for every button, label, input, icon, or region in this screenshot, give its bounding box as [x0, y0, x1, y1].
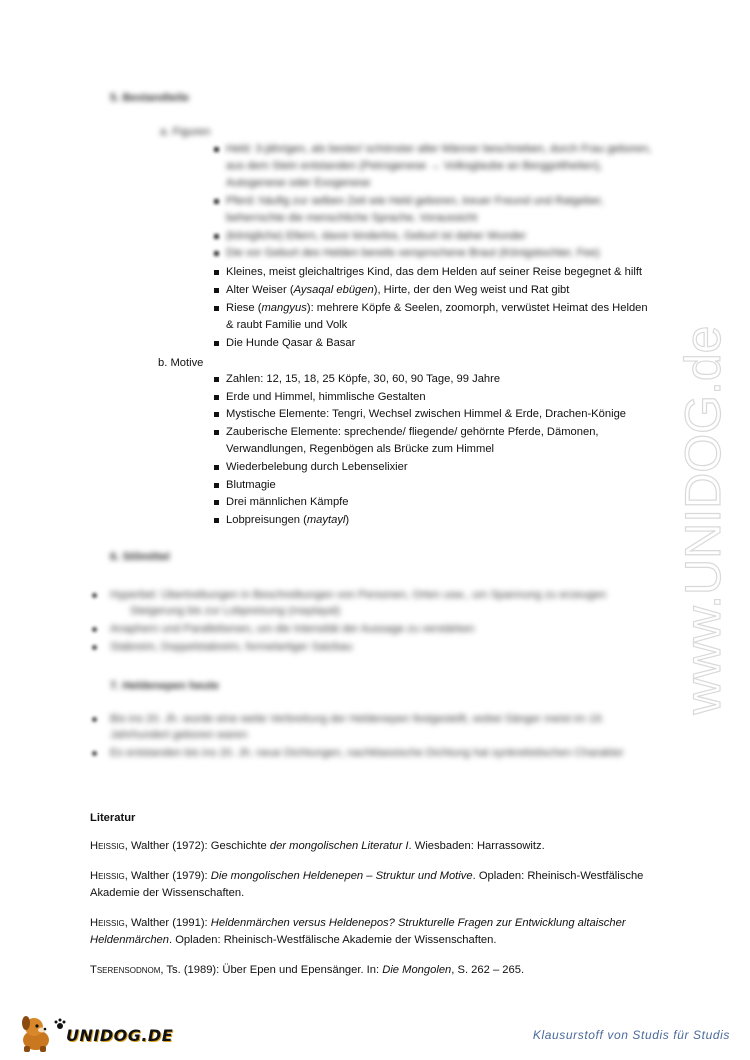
bullet: [214, 341, 219, 346]
today-1b: Jahrhundert geboren waren: [110, 729, 248, 741]
literature-entry-2: Heissig, Walther (1979): Die mongolischen Heldenepen – Struktur und Motive. Opladen: Rheinisch-Westfälische: [90, 870, 644, 882]
figure-giant: Riese (mangyus): mehrere Köpfe & Seelen, zoomorph, verwüstet Heimat des Helden: [226, 302, 648, 314]
motive-blood-magic: Blutmagie: [226, 479, 276, 491]
section-6-heading: 6. Stilmittel: [110, 551, 170, 563]
figure-giant-cont: & raubt Familie und Volk: [226, 319, 348, 331]
dog-icon: [16, 1014, 58, 1054]
blurred-figure-3: (königliche) Eltern, davor kinderlos, Geburt ist daher Wunder: [226, 230, 527, 242]
section-5-heading: 5. Bestandteile: [110, 92, 189, 104]
bullet: [92, 593, 97, 598]
figure-wise-man: Alter Weiser (Aysaqal ebügen), Hirte, der den Weg weist und Rat gibt: [226, 284, 570, 296]
today-2: Es entstanden bis ins 20. Jh. neue Dichtungen, nachklassische Dichtung hat synkretistischen Charakter: [110, 747, 624, 759]
bullet: [214, 377, 219, 382]
watermark-text: www.UNIDOG.de: [675, 325, 732, 715]
bullet: [92, 627, 97, 632]
blurred-figure-1c: Autogenese oder Exogenese: [226, 177, 371, 189]
motive-magic: Zauberische Elemente: sprechende/ fliegende/ gehörnte Pferde, Dämonen,: [226, 426, 599, 438]
blurred-figure-2a: Pferd: häufig zur selben Zeit wie Held geboren, treuer Freund und Ratgeber,: [226, 195, 604, 207]
bullet: [92, 717, 97, 722]
bullet: [214, 483, 219, 488]
motive-praise: Lobpreisungen (maytayl): [226, 514, 350, 526]
blurred-figure-2b: beherrschte die menschliche Sprache, Voraussicht: [226, 212, 478, 224]
bullet: [214, 306, 219, 311]
bullet: [214, 251, 219, 256]
section-7-heading: 7. Heldenepen heute: [110, 680, 219, 692]
literature-entry-4: Tserensodnom, Ts. (1989): Über Epen und Epensänger. In: Die Mongolen, S. 262 – 265.: [90, 964, 525, 976]
blurred-figure-1a: Held: 3-jährigen, als bester/ schönster aller Männer beschrieben, durch Frau geboren,: [226, 143, 652, 155]
bullet: [92, 645, 97, 650]
literature-entry-2-cont: Akademie der Wissenschaften.: [90, 887, 245, 899]
bullet: [214, 199, 219, 204]
watermark: [662, 300, 750, 740]
motive-revival: Wiederbelebung durch Lebenselixier: [226, 461, 408, 473]
bullet: [214, 234, 219, 239]
figure-child: Kleines, meist gleichaltriges Kind, das dem Helden auf seiner Reise begegnet & hilft: [226, 266, 643, 278]
unidog-logo[interactable]: [16, 1014, 174, 1054]
style-anaphora: Anaphern und Parallelismen, um die Intensität der Aussage zu verstärken: [110, 623, 475, 635]
bullet: [214, 430, 219, 435]
blurred-figure-4: Die vor Geburt des Helden bereits versprochene Braut (Königstochter, Fee): [226, 247, 600, 259]
bullet: [92, 751, 97, 756]
paw-icon: [54, 1018, 66, 1030]
motive-earth-sky: Erde und Himmel, himmlische Gestalten: [226, 391, 426, 403]
figure-dogs: Die Hunde Qasar & Basar: [226, 337, 356, 349]
bullet: [214, 518, 219, 523]
motive-fights: Drei männlichen Kämpfe: [226, 496, 349, 508]
literature-entry-1: Heissig, Walther (1972): Geschichte der mongolischen Literatur I. Wiesbaden: Harrassowitz.: [90, 840, 545, 852]
bullet: [214, 412, 219, 417]
literature-entry-3: Heissig, Walther (1991): Heldenmärchen versus Heldenepos? Strukturelle Fragen zur Entwicklung altaischer: [90, 917, 626, 929]
style-hyperbole-sub: Steigerung bis zur Lobpreisung (maytayal): [130, 605, 341, 617]
figures-label: a. Figuren: [160, 126, 211, 138]
bullet: [214, 395, 219, 400]
bullet: [214, 500, 219, 505]
bullet: [214, 270, 219, 275]
motive-magic-cont: Verwandlungen, Regenbögen als Brücke zum Himmel: [226, 443, 495, 455]
motive-mystic: Mystische Elemente: Tengri, Wechsel zwischen Himmel & Erde, Drachen-Könige: [226, 408, 627, 420]
style-alliteration: Stabreim, Doppelstabreim, formelartiger Satzbau: [110, 641, 353, 653]
blurred-figure-1b: aus dem Stein entstanden (Petrogenese → Volksglaube an Berggottheiten),: [226, 160, 603, 172]
today-1a: Bis ins 20. Jh. wurde eine weite Verbreitung der Heldenepen festgestellt, wobei Sänger meist im 19.: [110, 713, 605, 725]
motive-numbers: Zahlen: 12, 15, 18, 25 Köpfe, 30, 60, 90 Tage, 99 Jahre: [226, 373, 501, 385]
literature-entry-3-cont: Heldenmärchen. Opladen: Rheinisch-Westfälische Akademie der Wissenschaften.: [90, 934, 497, 946]
bullet: [214, 147, 219, 152]
logo-text: UNIDOG.DE: [66, 1026, 174, 1045]
style-hyperbole: Hyperbel: Übertreibungen in Beschreibungen von Personen, Orten usw., um Spannung zu erzeugen: [110, 589, 607, 601]
bullet: [214, 465, 219, 470]
motive-label: b. Motive: [158, 357, 204, 369]
footer-tagline: Klausurstoff von Studis für Studis: [532, 1028, 730, 1042]
literature-heading: Literatur: [90, 812, 136, 824]
bullet: [214, 288, 219, 293]
